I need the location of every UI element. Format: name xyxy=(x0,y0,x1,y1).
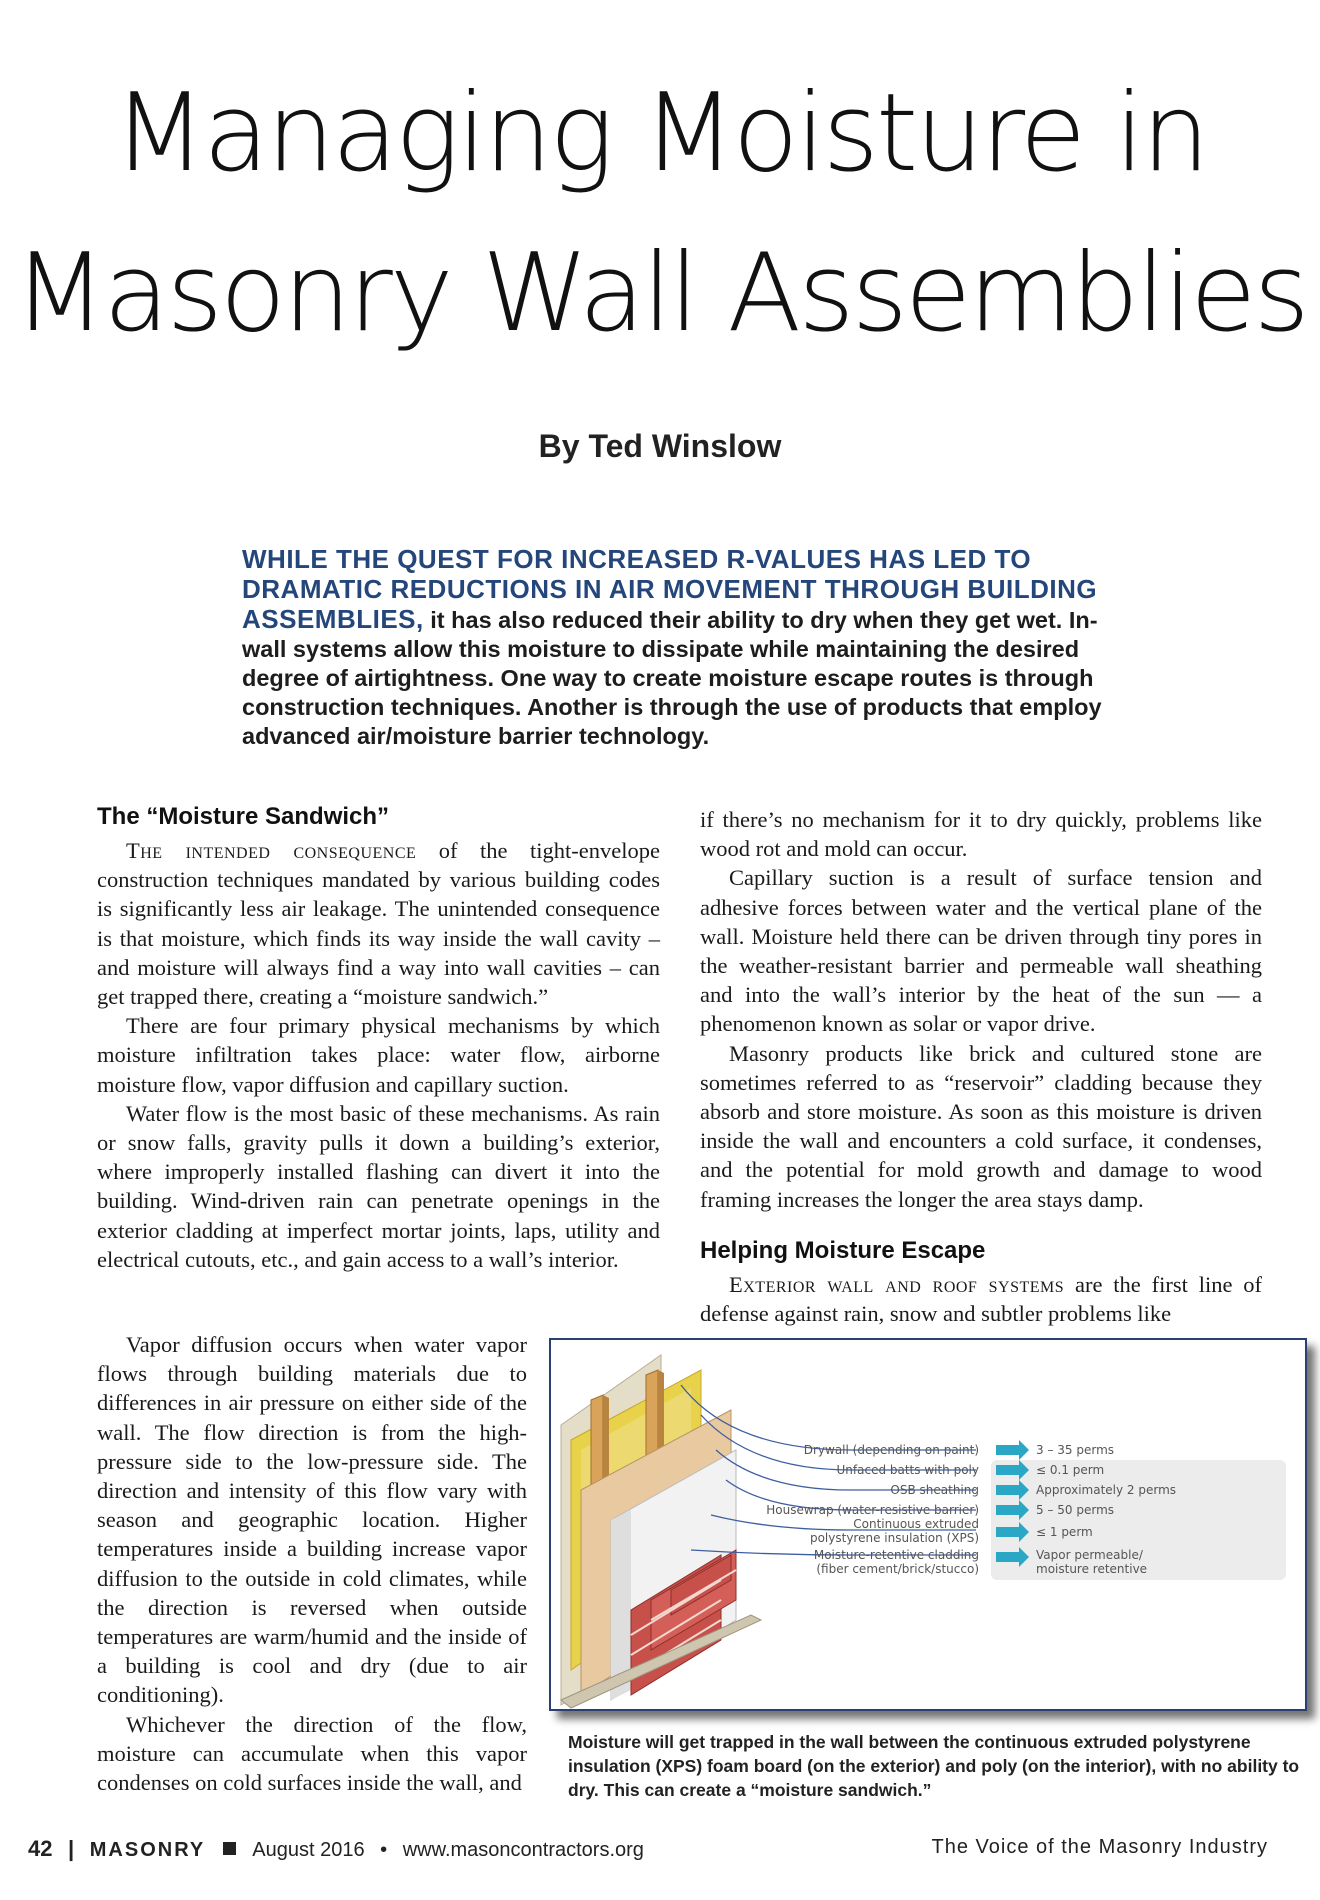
body-paragraph: Masonry products like brick and cultured stone are sometimes referred to as “reservoir” cladding because they absorb and store moisture. As soon as this moisture is driven inside the wall and encounters a cold surface, it condenses, and the potential for mold growth and damage to wood framing increases the longer the area stays damp. xyxy=(700,1040,1262,1212)
byline: By Ted Winslow xyxy=(538,428,782,464)
perm-value-drywall: 3 – 35 perms xyxy=(1036,1443,1115,1457)
layer-label-cladding: Moisture-retentive cladding xyxy=(813,1548,979,1562)
perm-value-batts: ≤ 0.1 perm xyxy=(1036,1463,1105,1477)
square-bullet-icon xyxy=(223,1842,236,1855)
perm-value-osb: Approximately 2 perms xyxy=(1036,1483,1177,1497)
website-url[interactable]: www.masoncontractors.org xyxy=(402,1839,644,1861)
body-paragraph: Water flow is the most basic of these mechanisms. As rain or snow falls, gravity pulls it down a building’s exterior, where improperly installed flashing can divert it into the building. Wind-driven rain can penetrate openings in the exterior cladding at imperfect mortar joints, laps, utility and electrical cutouts, etc., and gain access to a wall’s interior. xyxy=(97,1100,660,1272)
section-heading-helping-moisture-escape: Helping Moisture Escape xyxy=(700,1236,986,1264)
perm-value-housewrap: 5 – 50 perms xyxy=(1036,1503,1115,1517)
layer-label-drywall: Drywall (depending on paint) xyxy=(803,1443,979,1457)
perm-value-cladding-line2: moisture retentive xyxy=(1036,1562,1148,1576)
right-column xyxy=(700,805,1262,1328)
wall-illustration xyxy=(561,1355,761,1708)
body-paragraph xyxy=(700,1270,1262,1328)
magazine-tagline: The Voice of the Masonry Industry xyxy=(931,1836,1268,1858)
perm-value-xps: ≤ 1 perm xyxy=(1036,1525,1093,1539)
layer-labels xyxy=(766,1443,979,1576)
intro-rest: it has also reduced their ability to dry when they get wet. In-wall systems allow this moisture to dissipate while maintaining the desired degree of airtightness. One way to create moisture escape routes is through construction techniques. Another is through the use of products that employ advanced air/moisture barrier technology. xyxy=(242,607,1102,749)
perm-value-cladding: Vapor permeable/ xyxy=(1036,1548,1143,1562)
wall-assembly-figure xyxy=(549,1338,1307,1711)
body-paragraph: Whichever the direction of the flow, moisture can accumulate when this vapor condenses on cold surfaces inside the wall, and xyxy=(97,1711,527,1796)
left-column-narrow xyxy=(97,1330,527,1797)
issue-date: August 2016 xyxy=(252,1839,365,1861)
magazine-name: MASONRY xyxy=(89,1839,206,1861)
footer-separator: | xyxy=(68,1836,75,1861)
left-column xyxy=(97,802,660,1274)
title-line-1: Managing Moisture in xyxy=(113,71,1207,196)
figure-caption: Moisture will get trapped in the wall between the continuous extruded polystyrene insulation (XPS) foam board (on the exterior) and poly (on the interior), with no ability to dry. This can create a “moisture sandwich.” xyxy=(568,1732,1300,1800)
layer-label-cladding-line2: (fiber cement/brick/stucco) xyxy=(816,1562,979,1576)
wall-assembly-illustration xyxy=(551,1340,1305,1709)
intro-paragraph xyxy=(242,545,1122,751)
body-paragraph: if there’s no mechanism for it to dry quickly, problems like wood rot and mold can occur. xyxy=(700,807,1262,862)
layer-label-osb: OSB sheathing xyxy=(890,1483,979,1497)
body-paragraph: There are four primary physical mechanisms by which moisture infiltration takes place: water flow, airborne moisture flow, vapor diffusion and capillary suction. xyxy=(97,1013,660,1097)
page-footer xyxy=(28,1836,1268,1862)
body-paragraph xyxy=(97,836,660,1011)
lead-in: Exterior wall and roof systems xyxy=(729,1271,1065,1297)
paragraph-text: are the first line of defense against rain, snow and subtler problems like xyxy=(700,1271,1262,1327)
arrow-right-icon xyxy=(996,1440,1029,1460)
paragraph-text: of the tight-envelope construction techniques mandated by various building codes is significantly less air leakage. The unintended consequence is that moisture, which finds its way inside the wall cavity – and moisture will always find a way into wall cavities – can get trapped there, creating a “moisture sandwich.” xyxy=(97,838,660,1010)
layer-label-xps: Continuous extruded xyxy=(853,1517,979,1531)
layer-label-xps-line2: polystyrene insulation (XPS) xyxy=(809,1531,979,1545)
body-paragraph: Capillary suction is a result of surface tension and adhesive forces between water and the vertical plane of the wall. Moisture held there can be driven through tiny pores in the weather-resistant barrier and permeable wall sheathing and into the wall’s interior by the heat of the sun — a phenomenon known as solar or vapor drive. xyxy=(700,865,1262,1037)
title-line-2: Masonry Wall Assemblies xyxy=(13,231,1307,356)
lead-in: The intended consequence xyxy=(126,838,417,863)
section-heading-moisture-sandwich: The “Moisture Sandwich” xyxy=(97,803,390,830)
intro-lead: WHILE THE QUEST FOR INCREASED R-VALUES HAS LED TO DRAMATIC REDUCTIONS IN AIR MOVEMENT THROUGH BUILDING ASSEMBLIES, xyxy=(242,544,1098,634)
page-number: 42 xyxy=(28,1836,53,1861)
body-paragraph: Vapor diffusion occurs when water vapor flows through building materials due to differences in air pressure on either side of the wall. The flow direction is from the high-pressure side to the low-pressure side. The direction and intensity of this flow vary with season and geographic location. Higher temperatures inside a building increase vapor diffusion to the outside in cold climates, while the direction is reversed when outside temperatures are warm/humid and the inside of a building is cool and dry (due to air conditioning). xyxy=(97,1332,527,1708)
layer-label-housewrap: Housewrap (water-resistive barrier) xyxy=(766,1503,979,1517)
layer-label-batts: Unfaced batts with poly xyxy=(836,1463,979,1477)
bullet-separator: • xyxy=(380,1839,388,1861)
